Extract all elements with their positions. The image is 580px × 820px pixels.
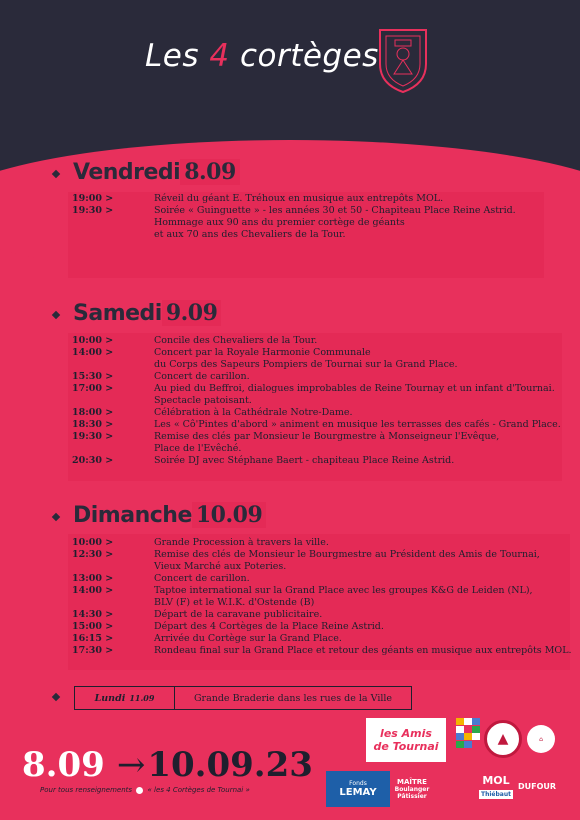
amis-line1: les Amis xyxy=(380,727,432,740)
event-item: Arrivée du Cortège sur la Grand Place. xyxy=(154,633,342,644)
end-date: 10.09.23 xyxy=(147,745,313,785)
time-slot: 17:30 > xyxy=(72,645,114,656)
braderie-day: Lundi xyxy=(94,692,126,704)
event-item: Vieux Marché aux Poteries. xyxy=(154,561,287,572)
lemay-top: Fonds xyxy=(349,780,367,787)
event-item: Taptoe international sur la Grand Place avec les groupes K&G de Leiden (NL), xyxy=(154,585,533,596)
event-list-dimanche xyxy=(154,537,572,657)
event-item: Hommage aux 90 ans du premier cortège de géants xyxy=(154,217,405,228)
time-slot: 15:00 > xyxy=(72,621,114,632)
braderie-date: 11.09 xyxy=(129,693,155,703)
time-slot: 17:00 > xyxy=(72,383,114,394)
lemay-main: LEMAY xyxy=(339,787,377,798)
day-heading-dimanche xyxy=(73,502,266,528)
time-slot: 14:00 > xyxy=(72,347,114,358)
info-prefix: Pour tous renseignements xyxy=(40,786,133,794)
event-item: Concert par la Royale Harmonie Communale xyxy=(154,347,371,358)
event-item: Remise des clés par Monsieur le Bourgmestre à Monseigneur l'Evêque, xyxy=(154,431,500,442)
time-column-samedi xyxy=(72,335,113,467)
time-slot: 14:00 > xyxy=(72,585,114,596)
dufour-main: DUFOUR xyxy=(517,781,557,791)
event-item: Départ de la caravane publicitaire. xyxy=(154,609,323,620)
time-column-vendredi xyxy=(72,193,113,217)
info-line xyxy=(40,786,250,794)
event-list-samedi xyxy=(154,335,561,467)
time-slot xyxy=(72,597,113,609)
event-item: Concert de carillon. xyxy=(154,573,250,584)
shop-badge-icon: ⌂ xyxy=(527,725,555,753)
time-slot xyxy=(72,443,113,455)
time-column-dimanche xyxy=(72,537,113,657)
arrow-icon: → xyxy=(116,745,146,785)
event-item: Rondeau final sur la Grand Place et retour des géants en musique aux entrepôts MOL. xyxy=(154,645,572,656)
thiebaut-text: Thiébaut xyxy=(481,790,511,798)
event-item: Soirée DJ avec Stéphane Baert - chapiteau Place Reine Astrid. xyxy=(154,455,455,466)
event-item: Place de l'Evêché. xyxy=(154,443,242,454)
event-item: Réveil du géant E. Tréhoux en musique aux entrepôts MOL. xyxy=(154,193,444,204)
braderie-text: Grande Braderie dans les rues de la Ville xyxy=(193,692,393,704)
time-slot: 13:00 > xyxy=(72,573,114,584)
time-slot: 19:30 > xyxy=(72,431,114,442)
amis-de-tournai-logo xyxy=(366,718,446,762)
title-suffix: cortèges xyxy=(239,38,379,74)
crest-icon xyxy=(372,26,434,94)
dufour-logo xyxy=(517,768,557,804)
tower-seal-icon: ▲ xyxy=(484,720,522,758)
time-slot: 15:30 > xyxy=(72,371,114,382)
bullet-icon xyxy=(52,513,60,521)
facebook-icon xyxy=(136,787,143,794)
time-slot: 19:30 > xyxy=(72,205,114,216)
day-name: Samedi xyxy=(73,301,162,326)
event-item: Au pied du Beffroi, dialogues improbables de Reine Tournay et un infant d'Tournai. xyxy=(154,383,555,394)
time-slot: 19:00 > xyxy=(72,193,114,204)
time-slot: 10:00 > xyxy=(72,537,114,548)
time-slot xyxy=(72,395,113,407)
day-name: Vendredi xyxy=(73,160,181,185)
lemay-logo xyxy=(326,771,390,807)
event-item: Remise des clés de Monsieur le Bourgmestre au Président des Amis de Tournai, xyxy=(154,549,540,560)
pixel-logo xyxy=(456,718,480,748)
day-date: 8.09 xyxy=(180,159,240,185)
maitre-top: MAÎTRE xyxy=(397,778,427,786)
day-name: Dimanche xyxy=(73,503,192,528)
event-item: BLV (F) et le W.I.K. d'Ostende (B) xyxy=(154,597,315,608)
bullet-icon xyxy=(52,693,60,701)
bullet-icon xyxy=(52,311,60,319)
event-item: Départ des 4 Cortèges de la Place Reine Astrid. xyxy=(154,621,384,632)
day-heading-samedi xyxy=(73,300,221,326)
maitre-bottom: Boulanger Pâtissier xyxy=(394,786,430,800)
time-slot: 10:00 > xyxy=(72,335,114,346)
day-date: 9.09 xyxy=(162,300,222,326)
page-title xyxy=(145,38,379,74)
event-item: Les « Cô'Pintes d'abord » animent en musique les terrasses des cafés - Grand Place. xyxy=(154,419,561,430)
time-slot: 16:15 > xyxy=(72,633,114,644)
time-slot xyxy=(72,561,113,573)
amis-line2: de Tournai xyxy=(373,740,439,753)
event-item: et aux 70 ans des Chevaliers de la Tour. xyxy=(154,229,346,240)
day-date: 10.09 xyxy=(192,502,266,528)
event-item: Soirée « Guinguette » - les années 30 et 50 - Chapiteau Place Reine Astrid. xyxy=(154,205,516,216)
day-heading-vendredi xyxy=(73,159,240,185)
title-prefix: Les xyxy=(145,38,199,74)
title-number: 4 xyxy=(209,38,230,74)
start-date: 8.09 xyxy=(22,745,105,785)
mol-text: MOL xyxy=(482,773,510,787)
event-item: Spectacle patoisant. xyxy=(154,395,252,406)
event-item: Concert de carillon. xyxy=(154,371,250,382)
braderie-box xyxy=(74,686,412,710)
event-list-vendredi xyxy=(154,193,516,241)
time-slot: 18:30 > xyxy=(72,419,114,430)
mol-logo xyxy=(476,768,516,804)
time-slot: 14:30 > xyxy=(72,609,114,620)
maitre-logo xyxy=(394,768,430,810)
time-slot: 12:30 > xyxy=(72,549,114,560)
event-item: Grande Procession à travers la ville. xyxy=(154,537,329,548)
braderie-day-cell xyxy=(75,687,175,709)
festival-dates xyxy=(22,745,313,785)
time-slot: 20:30 > xyxy=(72,455,114,466)
time-slot: 18:00 > xyxy=(72,407,114,418)
event-item: Concile des Chevaliers de la Tour. xyxy=(154,335,318,346)
event-item: du Corps des Sapeurs Pompiers de Tournai sur la Grand Place. xyxy=(154,359,458,370)
info-suffix: « les 4 Cortèges de Tournai » xyxy=(147,786,250,794)
time-slot xyxy=(72,359,113,371)
event-item: Célébration à la Cathédrale Notre-Dame. xyxy=(154,407,353,418)
